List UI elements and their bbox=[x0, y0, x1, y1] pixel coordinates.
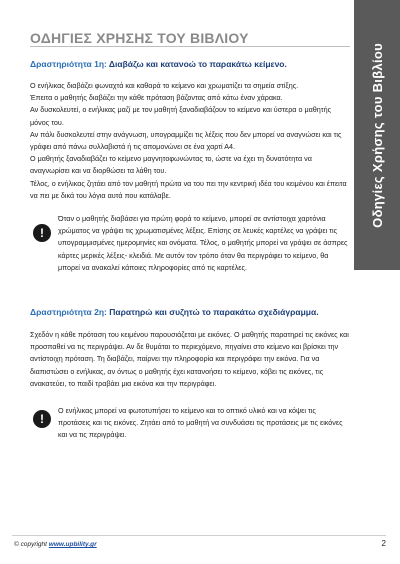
instruction-line: Έπειτα ο μαθητής διαβάζει την κάθε πρόταση βάζοντας από κάτω έναν χάρακα. bbox=[30, 93, 283, 103]
activity1-note: Όταν ο μαθητής διαβάσει για πρώτη φορά το κείμενο, μπορεί σε αντίστοιχα χαρτόνια χρώματος να γράψει τις χρωματισμένες λέξεις. Επίσης σε λευκές καρτέλες να γράψει τις υπογραμμισμένες ημερομηνίες και ονόματα. Τέλος, ο μαθητής μπορεί να γράψει σε άσπρες κάρτες μερικές λέξεις- κλειδιά. Με αυτόν τον τρόπο όταν θα περιγράφει το κείμενο, θα μπορεί να ανακαλεί κάποιες πληροφορίες από τις καρτέλες. bbox=[58, 214, 348, 272]
side-tab-label: Οδηγίες Χρήσης του Βιβλίου bbox=[369, 42, 385, 228]
instruction-line: Αν δυσκολευτεί, ο ενήλικας μαζί με τον μαθητή ξαναδιαβάζουν το κείμενο και ύστερα ο μαθητής μόνος του. bbox=[30, 105, 332, 127]
activity2-text: Παρατηρώ και συζητώ το παρακάτω σχεδιάγραμμα. bbox=[109, 307, 319, 317]
instruction-line: Ο μαθητής ξαναδιαβάζει το κείμενο μαγνητοφωνώντας το, ώστε να έχει τη δυνατότητα να αναγνωρίσει και να διορθώσει τα λάθη του. bbox=[30, 154, 312, 176]
copyright-prefix: © copyright bbox=[14, 541, 49, 548]
activity2-paragraph: Σχεδόν η κάθε πρόταση του κειμένου παρουσιάζεται με εικόνες. Ο μαθητής παρατηρεί τις εικόνες και προσπαθεί να τις περιγράψει. Αν δε θυμάται το περιεχόμενο, πηγαίνει στο κείμενο και βρίσκει την αντίστοιχη πρόταση. Τη διαβάζει, παίρνει την πληροφορία και περιγράφει την εικόνα. Για να διαπιστώσει ο ενήλικας, αν όντως ο μαθητής έχει κατανοήσει το κείμενο, κόβει τις εικόνες, τις ανακατεύει, το παιδί τραβάει μια εικόνα και την περιγράφει. bbox=[30, 330, 349, 388]
activity1-label: Δραστηριότητα 1η: bbox=[30, 59, 109, 69]
footer-divider bbox=[12, 535, 386, 536]
activity1-instructions bbox=[30, 80, 350, 202]
activity1-text: Διαβάζω και κατανοώ το παρακάτω κείμενο. bbox=[108, 59, 287, 69]
website-link[interactable]: www.upbility.gr bbox=[48, 541, 97, 548]
activity2-heading bbox=[30, 307, 319, 317]
exclamation-icon: ! bbox=[33, 224, 51, 242]
page-title: ΟΔΗΓΙΕΣ ΧΡΗΣΗΣ ΤΟΥ ΒΙΒΛΙΟΥ bbox=[30, 30, 249, 46]
copyright bbox=[14, 541, 97, 548]
activity1-heading bbox=[30, 59, 287, 69]
activity2-note: Ο ενήλικας μπορεί να φωτοτυπήσει το κείμενο και το οπτικό υλικό και να κόψει τις προτάσεις και τις εικόνες. Ζητάει από το μαθητή να συνδυάσει τις προτάσεις με τις εικόνες και να τις περιγράψει. bbox=[58, 406, 343, 440]
activity2-label: Δραστηριότητα 2η: bbox=[30, 307, 110, 317]
instruction-line: Τέλος, ο ενήλικας ζητάει από τον μαθητή πρώτα να του πει την κεντρική ιδέα του κειμένου και έπειτα να πει με δικά του λόγια αυτά που κατάλαβε. bbox=[30, 178, 347, 200]
title-divider bbox=[30, 46, 350, 47]
exclamation-icon: ! bbox=[33, 410, 51, 428]
instruction-line: Ο ενήλικας διαβάζει φωναχτά και καθαρά το κείμενο και χρωματίζει τα σημεία στίξης. bbox=[30, 81, 299, 90]
instruction-line: Αν πάλι δυσκολευτεί στην ανάγνωση, υπογραμμίζει τις λέξεις που δεν μπορεί να αναγνώσει και τις γράφει από πάνω συλλαβιστά ή τις απομονώνει σε ένα χαρτί Α4. bbox=[30, 129, 342, 152]
side-tab bbox=[354, 0, 400, 270]
page-number: 2 bbox=[381, 539, 386, 548]
